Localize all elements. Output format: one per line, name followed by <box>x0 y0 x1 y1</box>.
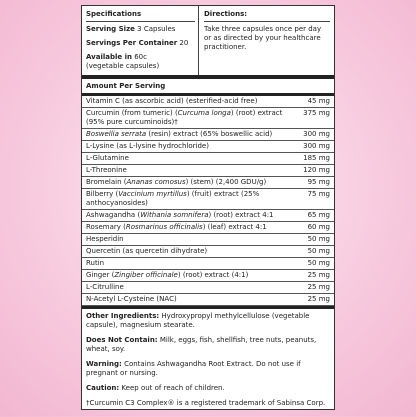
ingredient-amount: 25 mg <box>307 283 330 291</box>
ingredient-name <box>86 223 308 232</box>
ingredient-row <box>82 177 334 189</box>
ingredient-row <box>82 129 334 141</box>
ingredient-amount: 65 mg <box>307 211 330 219</box>
ingredient-name <box>86 295 308 304</box>
available-label: Available in <box>86 53 132 61</box>
warning-label: Warning: <box>86 360 122 368</box>
ingredient-name-part: ) (fruit) extract (25% anthocyanosides) <box>86 190 260 207</box>
ingredient-amount: 75 mg <box>307 190 330 198</box>
supplement-facts-panel <box>81 5 335 410</box>
ingredient-name-part: Rosemary ( <box>86 223 126 231</box>
ingredient-name-part: Vitamin C (as ascorbic acid) (esterified-acid free) <box>86 97 258 105</box>
serving-size-value: 3 Capsules <box>137 25 176 33</box>
ingredient-name-part: Ananas comosus <box>126 178 186 186</box>
caution <box>86 384 330 393</box>
ingredient-name-part: Zingiber officinale <box>114 271 178 279</box>
ingredient-name-part: Rosmarinus officinalis <box>125 223 203 231</box>
ingredient-row <box>82 165 334 177</box>
available-value-2: (vegetable capsules) <box>86 62 160 70</box>
ingredient-row <box>82 108 334 129</box>
ingredient-row <box>82 222 334 234</box>
available-in <box>86 53 195 71</box>
ingredient-amount: 50 mg <box>307 259 330 267</box>
footer-section <box>82 309 334 417</box>
ingredient-name <box>86 109 303 127</box>
ingredient-name-part: L-Lysine (as L-lysine hydrochloride) <box>86 142 209 150</box>
ingredient-name-part: L-Glutamine <box>86 154 129 162</box>
ingredient-amount: 60 mg <box>307 223 330 231</box>
does-not-contain <box>86 336 330 354</box>
ingredient-name-part: Ginger ( <box>86 271 115 279</box>
ingredient-row <box>82 246 334 258</box>
ingredient-name-part: ) (leaf) extract 4:1 <box>202 223 267 231</box>
ingredient-name-part: Curcuma longa <box>177 109 231 117</box>
ingredient-name-part: N-Acetyl L-Cysteine (NAC) <box>86 295 177 303</box>
available-value: 60c <box>134 53 147 61</box>
ingredient-name-part: Curcumin (from tumeric) ( <box>86 109 178 117</box>
ingredient-name <box>86 259 308 268</box>
directions-text: Take three capsules once per day or as directed by your healthcare practitioner. <box>204 25 322 51</box>
ingredient-name-part: L-Citrulline <box>86 283 124 291</box>
ingredient-amount: 300 mg <box>303 142 330 150</box>
ingredient-amount: 375 mg <box>303 109 330 117</box>
ingredient-name-part: Boswellia serrata <box>86 130 147 138</box>
ingredient-name-part: L-Threonine <box>86 166 127 174</box>
does-not-contain-label: Does Not Contain: <box>86 336 158 344</box>
top-section <box>82 6 334 79</box>
ingredient-name <box>86 235 308 244</box>
ingredient-row <box>82 234 334 246</box>
warning-text: Contains Ashwagandha Root Extract. Do not use if pregnant or nursing. <box>86 360 301 377</box>
ingredient-name <box>86 97 308 106</box>
servings-per-container-value: 20 <box>179 39 189 47</box>
ingredient-row <box>82 210 334 222</box>
ingredient-row <box>82 282 334 294</box>
ingredient-amount: 95 mg <box>307 178 330 186</box>
ingredient-name-part: Bilberry ( <box>86 190 119 198</box>
ingredient-row <box>82 258 334 270</box>
ingredient-row <box>82 189 334 210</box>
ingredient-amount: 25 mg <box>307 271 330 279</box>
serving-size <box>86 25 195 34</box>
specifications-header: Specifications <box>86 10 195 22</box>
does-not-contain-text: Milk, eggs, fish, shellfish, tree nuts, peanuts, wheat, soy. <box>86 336 317 353</box>
ingredient-name <box>86 142 303 151</box>
ingredient-name <box>86 154 303 163</box>
ingredient-name-part: ) (root) extract (4:1) <box>177 271 249 279</box>
ingredient-amount: 300 mg <box>303 130 330 138</box>
directions-header: Directions: <box>204 10 330 22</box>
serving-size-label: Serving Size <box>86 25 135 33</box>
ingredient-name <box>86 271 308 280</box>
ingredient-name <box>86 190 308 208</box>
ingredient-amount: 50 mg <box>307 235 330 243</box>
caution-label: Caution: <box>86 384 120 392</box>
ingredient-row <box>82 96 334 108</box>
ingredient-name-part: Hesperidin <box>86 235 124 243</box>
ingredient-name-part: Vaccinium myrtillus <box>118 190 187 198</box>
directions-column <box>199 6 334 75</box>
ingredient-name-part: ) (root) extract 4:1 <box>208 211 274 219</box>
ingredient-amount: 120 mg <box>303 166 330 174</box>
caution-text: Keep out of reach of children. <box>121 384 225 392</box>
ingredient-table <box>82 96 334 309</box>
ingredient-name <box>86 178 308 187</box>
warning <box>86 360 330 378</box>
ingredient-name <box>86 166 303 175</box>
ingredient-name-part: Withania somnifera <box>140 211 209 219</box>
ingredient-name <box>86 130 303 139</box>
ingredient-row <box>82 270 334 282</box>
ingredient-name-part: Rutin <box>86 259 105 267</box>
ingredient-row <box>82 294 334 306</box>
ingredient-name <box>86 283 308 292</box>
ingredient-name-part: Bromelain ( <box>86 178 127 186</box>
ingredient-name-part: ) (root) extract (95% pure curcuminoids)† <box>86 109 283 126</box>
ingredient-name-part: Ashwagandha ( <box>86 211 141 219</box>
ingredient-amount: 185 mg <box>303 154 330 162</box>
ingredient-amount: 45 mg <box>307 97 330 105</box>
specifications-column <box>82 6 199 75</box>
ingredient-row <box>82 141 334 153</box>
ingredient-amount: 50 mg <box>307 247 330 255</box>
servings-per-container-label: Servings Per Container <box>86 39 178 47</box>
other-ingredients-label: Other Ingredients: <box>86 312 160 320</box>
ingredient-row <box>82 153 334 165</box>
ingredient-name-part: Quercetin (as quercetin dihydrate) <box>86 247 208 255</box>
ingredient-name <box>86 247 308 256</box>
amount-per-serving-header: Amount Per Serving <box>82 79 334 96</box>
ingredient-amount: 25 mg <box>307 295 330 303</box>
ingredient-name <box>86 211 308 220</box>
other-ingredients-text: Hydroxypropyl methylcellulose (vegetable capsule), magnesium stearate. <box>86 312 310 329</box>
servings-per-container <box>86 39 195 48</box>
trademark-note: †Curcumin C3 Complex® is a registered trademark of Sabinsa Corp. <box>86 399 326 407</box>
ingredient-name-part: ) (stem) (2,400 GDU/g) <box>185 178 267 186</box>
other-ingredients <box>86 312 330 330</box>
ingredient-name-part: (resin) extract (65% boswellic acid) <box>146 130 273 138</box>
